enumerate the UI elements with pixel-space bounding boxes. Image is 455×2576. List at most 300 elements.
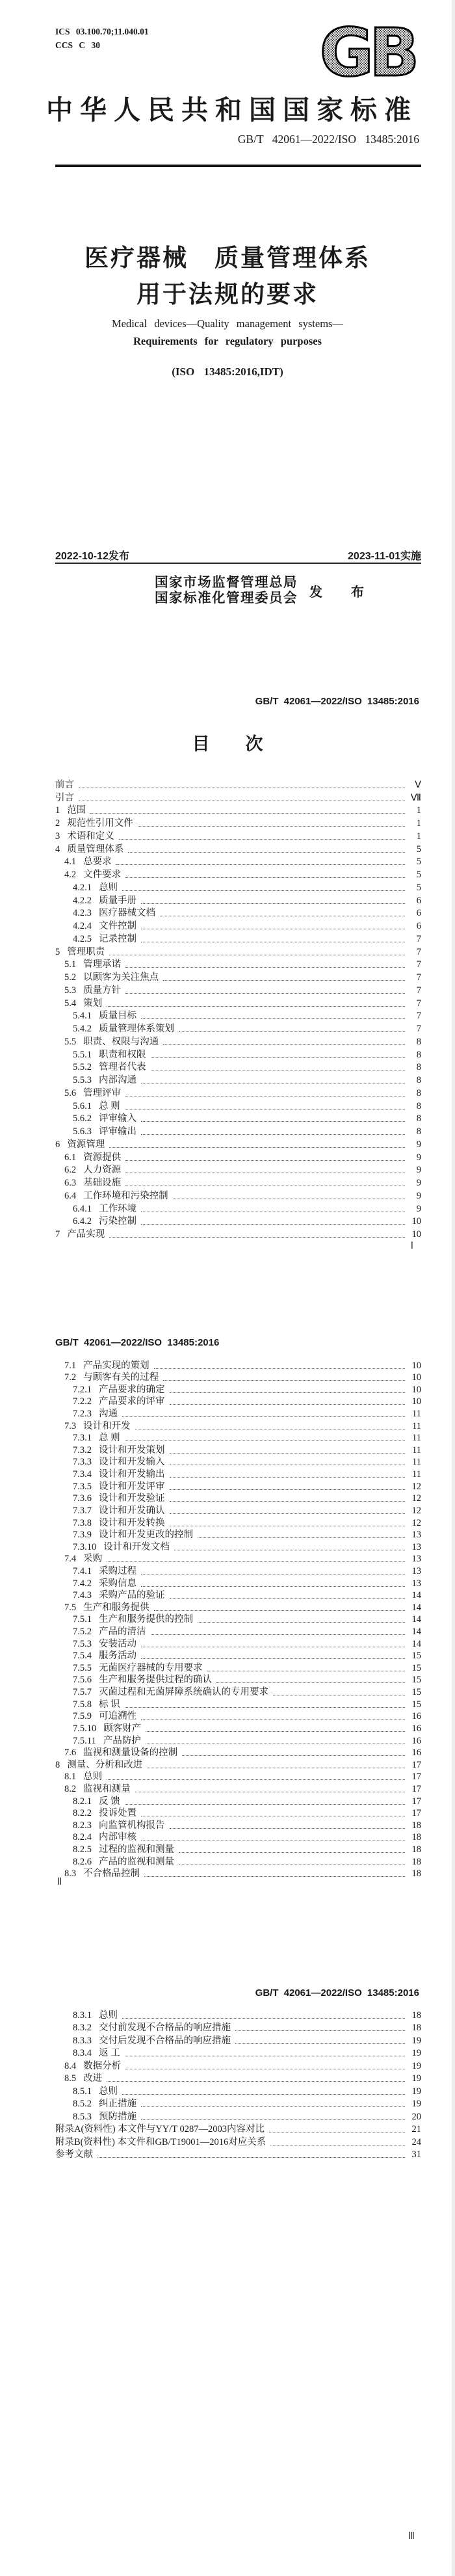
toc-entry-title: 设计和开发策划 bbox=[99, 1444, 165, 1455]
toc-entry-title: 附录B(资料性) 本文件和GB/T19001—2016对应关系 bbox=[55, 2136, 266, 2147]
toc-entry-page: Ⅴ bbox=[415, 779, 421, 790]
toc-entry-page: 1 bbox=[416, 818, 421, 829]
toc-entry-num: 7.5 bbox=[64, 1602, 77, 1613]
toc-entry-title: 纠正措施 bbox=[99, 2099, 136, 2109]
toc-entry-page: 7 bbox=[416, 946, 421, 957]
toc-entry bbox=[55, 1099, 421, 1112]
toc-entry bbox=[55, 983, 421, 996]
toc-entry-title: 投诉处置 bbox=[99, 1808, 136, 1819]
dotted-leader bbox=[125, 1160, 405, 1161]
toc-entry-page: 8 bbox=[416, 1049, 421, 1060]
dotted-leader bbox=[151, 1634, 406, 1635]
toc-entry bbox=[55, 919, 421, 932]
issue-date: 2022-10-12发布 bbox=[55, 551, 129, 562]
toc-entry bbox=[55, 1009, 421, 1022]
toc-entry-num: 7.3 bbox=[64, 1420, 77, 1431]
toc-entry bbox=[55, 1432, 421, 1444]
toc-entry-num: 5.2 bbox=[64, 972, 77, 983]
toc-entry-num: 8.5.3 bbox=[73, 2111, 92, 2122]
toc-entry-title: 设计和开发输入 bbox=[99, 1457, 165, 1468]
toc-entry-page: 9 bbox=[416, 1139, 421, 1150]
page-number: Ⅲ bbox=[408, 2531, 415, 2542]
dotted-leader bbox=[179, 1031, 405, 1032]
standard-number: GB/T 42061—2022/ISO 13485:2016 bbox=[237, 133, 419, 146]
toc-entry-page: 11 bbox=[412, 1420, 421, 1431]
dotted-leader bbox=[141, 903, 405, 904]
toc-entry bbox=[55, 1541, 421, 1553]
dotted-leader bbox=[107, 1006, 405, 1007]
toc-entry-title: 总则 bbox=[99, 2010, 118, 2021]
dotted-leader bbox=[235, 2030, 405, 2031]
toc-entry-page: 24 bbox=[411, 2136, 421, 2147]
toc-entry-num: 7 bbox=[55, 1229, 60, 1240]
toc-entry-num: 8.2.1 bbox=[73, 1796, 92, 1807]
dotted-leader bbox=[170, 1489, 406, 1490]
toc-entry-title: 返 工 bbox=[99, 2048, 120, 2058]
national-standard-title: 中华人民共和国国家标准 bbox=[46, 95, 418, 125]
toc-entry bbox=[55, 778, 421, 791]
toc-entry-page: 9 bbox=[416, 1190, 421, 1201]
svg-text:GB: GB bbox=[319, 22, 415, 79]
toc-entry-title: 范围 bbox=[67, 805, 86, 816]
toc-entry-title: 基础设施 bbox=[83, 1178, 122, 1188]
toc-entry bbox=[55, 1061, 421, 1074]
title-zh-line2: 用于法规的要求 bbox=[136, 282, 318, 308]
toc-entry-num: 8.2.6 bbox=[73, 1856, 92, 1867]
toc-entry-num: 8.2.2 bbox=[73, 1808, 92, 1819]
toc-entry-page: 12 bbox=[411, 1505, 421, 1516]
toc-entry-num: 8.3 bbox=[64, 1868, 77, 1879]
toc-entry-title: 引言 bbox=[55, 792, 74, 803]
toc-entry bbox=[55, 1456, 421, 1468]
toc-entry-page: 16 bbox=[411, 1711, 421, 1722]
toc-entry bbox=[55, 1710, 421, 1723]
toc-entry-title: 设计和开发确认 bbox=[99, 1505, 165, 1516]
toc-entry bbox=[55, 1480, 421, 1493]
dotted-leader bbox=[235, 2043, 405, 2044]
toc-entry-num: 8.3.3 bbox=[73, 2035, 92, 2046]
toc-entry-page: 17 bbox=[411, 1772, 421, 1783]
toc-entry-title: 设计和开发输出 bbox=[99, 1469, 165, 1480]
toc-entry-title: 污染控制 bbox=[99, 1216, 136, 1227]
toc-entry-page: 18 bbox=[411, 1868, 421, 1879]
toc-entry-page: 12 bbox=[411, 1481, 421, 1492]
toc-entry-title: 监视和测量 bbox=[83, 1783, 131, 1794]
toc-entry-page: 11 bbox=[412, 1444, 421, 1455]
toc-entry-title: 资源提供 bbox=[83, 1152, 122, 1163]
toc-entry bbox=[55, 1227, 421, 1240]
toc-entry bbox=[55, 1468, 421, 1480]
toc-entry-title: 生产和服务提供过程的确认 bbox=[99, 1675, 212, 1686]
toc-entry-title: 交付后发现不合格品的响应措施 bbox=[99, 2035, 231, 2046]
toc-entry-num: 5.6.1 bbox=[73, 1100, 92, 1111]
toc-entry-page: 16 bbox=[411, 1747, 421, 1759]
toc-entry-page: 6 bbox=[416, 921, 421, 931]
toc-entry bbox=[55, 1650, 421, 1662]
toc-entry-num: 7.5.3 bbox=[73, 1638, 92, 1649]
toc-entry-num: 5.5.1 bbox=[73, 1049, 92, 1060]
dotted-leader bbox=[107, 2081, 405, 2082]
dotted-leader bbox=[179, 1852, 405, 1853]
toc-entry-title: 参考文献 bbox=[55, 2149, 93, 2160]
toc-entry-title: 产品的清洁 bbox=[99, 1627, 146, 1638]
dotted-leader bbox=[125, 993, 405, 994]
toc-entry bbox=[55, 2008, 421, 2021]
toc-entry bbox=[55, 1359, 421, 1372]
toc-entry-num: 8.2.3 bbox=[73, 1820, 92, 1831]
dotted-leader bbox=[116, 864, 405, 865]
toc-entry-title: 无菌医疗器械的专用要求 bbox=[99, 1662, 203, 1673]
toc-entry-num: 7.4 bbox=[64, 1554, 77, 1565]
toc-entry-title: 测量、分析和改进 bbox=[67, 1759, 143, 1770]
toc-entry-title: 设计和开发更改的控制 bbox=[99, 1530, 193, 1541]
toc-entry-page: 13 bbox=[411, 1541, 421, 1552]
toc-entry-title: 采购信息 bbox=[99, 1578, 136, 1589]
toc-entry-num: 7.5.4 bbox=[73, 1651, 92, 1662]
toc-entry bbox=[55, 932, 421, 945]
dotted-leader bbox=[141, 2119, 405, 2120]
toc-entry bbox=[55, 2059, 421, 2072]
toc-entry bbox=[55, 868, 421, 881]
toc-entry-page: 10 bbox=[411, 1360, 421, 1371]
toc-entry-page: 6 bbox=[416, 908, 421, 919]
toc-entry-num: 7.4.1 bbox=[73, 1565, 92, 1576]
toc-entry-page: 17 bbox=[411, 1783, 421, 1794]
toc-entry bbox=[55, 1698, 421, 1710]
toc-entry-title: 生产和服务提供的控制 bbox=[99, 1614, 193, 1625]
toc-entry-page: 1 bbox=[416, 805, 421, 816]
toc-entry-title: 可追溯性 bbox=[99, 1711, 136, 1722]
toc-entry-num: 7.5.10 bbox=[73, 1723, 97, 1734]
toc-entry-num: 6.1 bbox=[64, 1152, 77, 1163]
toc-entry-num: 7.6 bbox=[64, 1747, 77, 1759]
toc-entry-page: 9 bbox=[416, 1165, 421, 1176]
toc-entry-page: 10 bbox=[411, 1229, 421, 1240]
dotted-leader bbox=[141, 1224, 405, 1225]
toc-entry-title: 文件控制 bbox=[99, 921, 136, 931]
dotted-leader bbox=[109, 1237, 405, 1238]
toc-entry-page: 10 bbox=[411, 1372, 421, 1383]
toc-entry-num: 8.4 bbox=[64, 2060, 77, 2071]
dotted-leader bbox=[216, 1682, 405, 1683]
toc-entry bbox=[55, 1589, 421, 1602]
toc-entry-num: 7.4.3 bbox=[73, 1590, 92, 1601]
toc-entry-page: 8 bbox=[416, 1075, 421, 1085]
toc-entry-num: 7.3.8 bbox=[73, 1517, 92, 1528]
toc-entry-num: 7.3.6 bbox=[73, 1493, 92, 1504]
toc-entry bbox=[55, 1759, 421, 1771]
toc-entry-title: 向监管机构报告 bbox=[99, 1820, 165, 1831]
toc-entry-title: 产品要求的确定 bbox=[99, 1384, 165, 1395]
toc-entry bbox=[55, 1613, 421, 1626]
toc-entry bbox=[55, 1601, 421, 1613]
toc-entry-page: 15 bbox=[411, 1675, 421, 1686]
toc-entry-page: 13 bbox=[411, 1530, 421, 1541]
toc-entry bbox=[55, 1553, 421, 1565]
toc-entry-title: 内部沟通 bbox=[99, 1075, 136, 1085]
toc-entry bbox=[55, 907, 421, 920]
dotted-leader bbox=[138, 826, 405, 827]
toc-entry-page: 19 bbox=[411, 2035, 421, 2046]
toc-entry bbox=[55, 1112, 421, 1125]
toc-entry-page: 7 bbox=[416, 1011, 421, 1022]
dotted-leader bbox=[141, 1121, 405, 1122]
toc-entry bbox=[55, 1420, 421, 1432]
toc-entry-title: 总要求 bbox=[83, 856, 112, 868]
scan-edge-shadow bbox=[452, 0, 455, 2576]
toc-entry bbox=[55, 2148, 421, 2161]
toc-entry-num: 6 bbox=[55, 1139, 60, 1150]
toc-entry-page: 11 bbox=[412, 1457, 421, 1468]
iso-idt-note: (ISO 13485:2016,IDT) bbox=[172, 365, 283, 378]
dotted-leader bbox=[170, 1453, 406, 1454]
toc-entry-num: 7.3.5 bbox=[73, 1481, 92, 1492]
toc-entry bbox=[55, 1807, 421, 1820]
dotted-leader bbox=[109, 1147, 405, 1148]
dotted-leader bbox=[125, 1804, 405, 1805]
toc-entry-title: 与顾客有关的过程 bbox=[83, 1372, 159, 1383]
toc-entry-page: 19 bbox=[411, 2048, 421, 2058]
dotted-leader bbox=[163, 1380, 405, 1381]
dotted-leader bbox=[128, 852, 405, 853]
toc-entry-title: 反 馈 bbox=[99, 1796, 120, 1807]
toc-entry-num: 4.2 bbox=[64, 870, 77, 880]
toc-entry-title: 设计和开发文档 bbox=[103, 1541, 170, 1552]
toc-entry bbox=[55, 1855, 421, 1868]
dotted-leader bbox=[107, 1561, 405, 1562]
toc-entry-num: 7.5.7 bbox=[73, 1687, 92, 1698]
toc-entry-title: 管理职责 bbox=[67, 946, 105, 957]
toc-entry-title: 总 则 bbox=[99, 1433, 120, 1444]
dotted-leader bbox=[154, 1368, 405, 1369]
toc-entry-num: 8.3.4 bbox=[73, 2048, 92, 2058]
toc-entry-title: 质量手册 bbox=[99, 895, 136, 906]
issuer-line2: 国家标准化管理委员会 bbox=[155, 591, 298, 605]
toc-entry-num: 7.3.1 bbox=[73, 1433, 92, 1444]
toc-entry-num: 7.4.2 bbox=[73, 1578, 92, 1589]
toc-entry-num: 4.2.1 bbox=[73, 882, 92, 893]
toc-entry-page: 13 bbox=[411, 1578, 421, 1589]
publish-label: 发 布 bbox=[309, 585, 372, 600]
toc-entry bbox=[55, 1747, 421, 1759]
title-en-line1: Medical devices—Quality management systems— bbox=[112, 317, 343, 330]
toc-entry-page: 8 bbox=[416, 1126, 421, 1137]
ics-code: ICS 03.100.70;11.040.01 bbox=[55, 27, 149, 36]
toc-entry-page: 15 bbox=[411, 1651, 421, 1662]
toc-entry-title: 资源管理 bbox=[67, 1139, 105, 1150]
toc-entry-page: 13 bbox=[411, 1554, 421, 1565]
toc-entry-page: 19 bbox=[411, 2073, 421, 2084]
dotted-leader bbox=[170, 1404, 406, 1405]
toc-entry-title: 安装活动 bbox=[99, 1638, 136, 1649]
toc-entry-page: 11 bbox=[412, 1409, 421, 1420]
toc-entry-page: 21 bbox=[411, 2124, 421, 2134]
toc-entry-num: 7.5.1 bbox=[73, 1614, 92, 1625]
dotted-leader bbox=[170, 1513, 406, 1514]
toc-entry bbox=[55, 1795, 421, 1807]
toc-entry-page: 7 bbox=[416, 933, 421, 944]
toc-entry-num: 7.3.3 bbox=[73, 1457, 92, 1468]
toc-entry-page: 8 bbox=[416, 1113, 421, 1124]
toc-entry-title: 总 则 bbox=[99, 1100, 120, 1111]
toc-entry-page: 18 bbox=[411, 2010, 421, 2021]
toc-entry-num: 7.5.8 bbox=[73, 1699, 92, 1710]
running-header: GB/T 42061—2022/ISO 13485:2016 bbox=[255, 696, 419, 707]
toc-entry bbox=[55, 1176, 421, 1189]
dotted-leader bbox=[141, 1658, 405, 1659]
toc-entry-title: 产品的监视和测量 bbox=[99, 1856, 174, 1867]
toc-entry bbox=[55, 970, 421, 983]
title-zh-line1: 医疗器械 质量管理体系 bbox=[84, 245, 370, 272]
toc-entry-title: 沟通 bbox=[99, 1409, 118, 1420]
toc-entry-title: 文件要求 bbox=[83, 870, 122, 880]
toc-entry-num: 7.3.9 bbox=[73, 1530, 92, 1541]
toc-entry bbox=[55, 1638, 421, 1650]
toc-entry-title: 质量方针 bbox=[83, 985, 122, 996]
toc-entry-num: 1 bbox=[55, 805, 60, 816]
toc-entry-num: 5.6.3 bbox=[73, 1126, 92, 1137]
toc-entry-page: 17 bbox=[411, 1759, 421, 1770]
toc-entry-title: 职责和权限 bbox=[99, 1049, 146, 1060]
toc-entry-num: 8.3.1 bbox=[73, 2010, 92, 2021]
toc-entry-title: 工作环境和污染控制 bbox=[83, 1190, 168, 1201]
toc-entry-title: 术语和定义 bbox=[67, 830, 114, 842]
toc-entry-title: 评审输出 bbox=[99, 1126, 136, 1137]
toc-entry-num: 7.3.4 bbox=[73, 1469, 92, 1480]
toc-entry-page: 5 bbox=[416, 870, 421, 880]
toc-entry-title: 产品防护 bbox=[103, 1735, 141, 1746]
toc-entry-page: 9 bbox=[416, 1152, 421, 1163]
toc-entry bbox=[55, 881, 421, 894]
cover-rule-top bbox=[55, 165, 421, 167]
toc-entry bbox=[55, 1504, 421, 1517]
toc-entry-num: 7.1 bbox=[64, 1360, 77, 1371]
toc-entry-title: 前言 bbox=[55, 779, 74, 790]
toc-entry-num: 2 bbox=[55, 818, 60, 829]
issuer-block bbox=[153, 575, 299, 606]
toc-entry bbox=[55, 1073, 421, 1086]
dotted-leader bbox=[170, 1501, 406, 1502]
page-number: Ⅱ bbox=[57, 1877, 62, 1887]
page-number: Ⅰ bbox=[410, 1241, 413, 1251]
toc-entry-num: 5.6 bbox=[64, 1087, 77, 1098]
toc-entry bbox=[55, 2135, 421, 2148]
toc-entry-page: 12 bbox=[411, 1493, 421, 1504]
dotted-leader bbox=[198, 1622, 405, 1623]
dotted-leader bbox=[90, 813, 405, 814]
toc-entry-title: 监视和测量设备的控制 bbox=[83, 1747, 178, 1759]
toc-entry-title: 附录A(资料性) 本文件与YY/T 0287—2003内容对比 bbox=[55, 2124, 265, 2134]
toc-entry bbox=[55, 1189, 421, 1202]
toc-entry-num: 8.5.1 bbox=[73, 2086, 92, 2097]
toc-entry-page: 9 bbox=[416, 1203, 421, 1214]
dotted-leader bbox=[141, 1719, 405, 1720]
toc-entry-num: 7.2.3 bbox=[73, 1409, 92, 1420]
dates-row bbox=[55, 548, 421, 563]
dotted-leader bbox=[182, 1755, 405, 1756]
toc-entry-title: 过程的监视和测量 bbox=[99, 1844, 174, 1855]
dotted-leader bbox=[198, 1537, 405, 1538]
dotted-leader bbox=[146, 1731, 405, 1732]
toc-entry-title: 内部审核 bbox=[99, 1832, 136, 1843]
toc-entry-num: 7.3.7 bbox=[73, 1505, 92, 1516]
toc-entry bbox=[55, 1372, 421, 1384]
dotted-leader bbox=[107, 1779, 405, 1780]
toc-entry-title: 产品实现的策划 bbox=[83, 1360, 150, 1371]
dotted-leader bbox=[141, 1586, 405, 1587]
toc-entry bbox=[55, 1022, 421, 1035]
toc-entry-title: 设计和开发转换 bbox=[99, 1517, 165, 1528]
toc-title: 目 次 bbox=[192, 734, 272, 754]
toc-entry-num: 6.4 bbox=[64, 1190, 77, 1201]
toc-entry-num: 5.5.2 bbox=[73, 1062, 92, 1073]
toc-entry-title: 设计和开发验证 bbox=[99, 1493, 165, 1504]
toc-entry-page: 1 bbox=[416, 830, 421, 842]
toc-entry-num: 8.5.2 bbox=[73, 2099, 92, 2109]
toc-entry-num: 7.5.9 bbox=[73, 1711, 92, 1722]
toc-entry-page: 18 bbox=[411, 1844, 421, 1855]
toc-entry-num: 7.5.2 bbox=[73, 1627, 92, 1638]
toc-entry-title: 记录控制 bbox=[99, 933, 136, 944]
toc-entry-title: 灭菌过程和无菌屏障系统确认的专用要求 bbox=[99, 1687, 268, 1698]
toc-entry-page: 10 bbox=[411, 1384, 421, 1395]
toc-entry bbox=[55, 1383, 421, 1396]
toc-entry-num: 5.1 bbox=[64, 959, 77, 970]
toc-entry-num: 7.2.1 bbox=[73, 1384, 92, 1395]
dotted-leader bbox=[163, 1044, 405, 1045]
toc-entry bbox=[55, 1150, 421, 1163]
toc-entry-page: 16 bbox=[411, 1723, 421, 1734]
toc-entry-num: 5.5 bbox=[64, 1036, 77, 1047]
toc-entry-page: 15 bbox=[411, 1662, 421, 1673]
toc-entry-page: 18 bbox=[411, 1832, 421, 1843]
toc-entry-title: 采购过程 bbox=[99, 1565, 136, 1576]
toc-entry-page: 16 bbox=[411, 1735, 421, 1746]
toc-entry-page: 17 bbox=[411, 1796, 421, 1807]
toc-entry-page: 7 bbox=[416, 1024, 421, 1034]
toc-entry-num: 8.1 bbox=[64, 1772, 77, 1783]
toc-entry-page: 14 bbox=[411, 1627, 421, 1638]
dotted-leader bbox=[122, 2094, 405, 2095]
toc-entry-page: 14 bbox=[411, 1590, 421, 1601]
toc-entry bbox=[55, 1686, 421, 1698]
dotted-leader bbox=[122, 1416, 405, 1417]
toc-entry-num: 8.5 bbox=[64, 2073, 77, 2084]
toc-entry-page: 17 bbox=[411, 1808, 421, 1819]
toc-entry-page: 14 bbox=[411, 1638, 421, 1649]
toc-entry-num: 6.2 bbox=[64, 1165, 77, 1176]
toc-entry-page: 15 bbox=[411, 1699, 421, 1710]
toc-entry-num: 8.2.5 bbox=[73, 1844, 92, 1855]
toc-entry bbox=[55, 1674, 421, 1686]
toc-entry-title: 产品实现 bbox=[67, 1229, 105, 1240]
toc-entry bbox=[55, 855, 421, 868]
dotted-leader bbox=[170, 1598, 406, 1599]
toc-entry-num: 4.1 bbox=[64, 856, 77, 868]
toc-entry-title: 设计和开发评审 bbox=[99, 1481, 165, 1492]
gb-logo bbox=[317, 22, 418, 79]
toc-entry bbox=[55, 1529, 421, 1541]
toc-entry bbox=[55, 1048, 421, 1061]
dotted-leader bbox=[170, 1477, 406, 1478]
toc-entry bbox=[55, 894, 421, 907]
toc-entry-num: 5.4.1 bbox=[73, 1011, 92, 1022]
toc-entry-title: 产品要求的评审 bbox=[99, 1396, 165, 1407]
toc-entry bbox=[55, 1625, 421, 1638]
dotted-leader bbox=[154, 1610, 405, 1611]
toc-entry bbox=[55, 1517, 421, 1529]
toc-entry-title: 管理承诺 bbox=[83, 959, 122, 970]
